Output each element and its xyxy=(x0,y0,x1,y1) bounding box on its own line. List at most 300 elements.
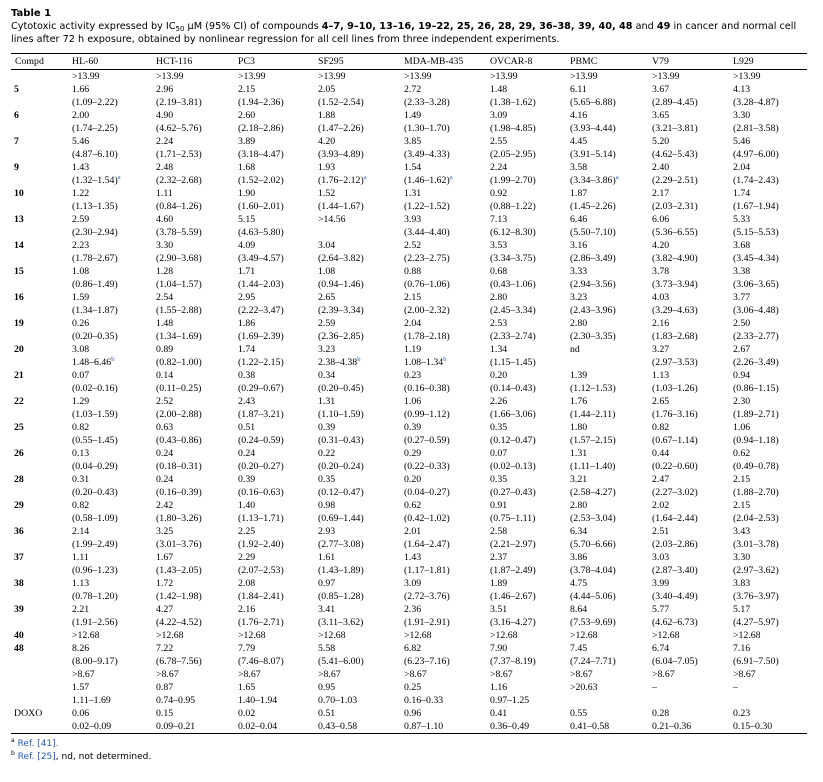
value-cell: (1.78–2.18) xyxy=(404,331,450,342)
value-cell: 1.65 xyxy=(238,682,256,693)
value-cell: 4.20 xyxy=(318,136,336,147)
value-cell: 1.31 xyxy=(318,396,336,407)
value-cell: 5.77 xyxy=(652,604,670,615)
value-cell: (1.22–2.15) xyxy=(238,357,284,368)
value-cell: (1.76–2.71) xyxy=(238,617,284,628)
value-cell: 1.86 xyxy=(238,318,256,329)
value-cell: 0.62 xyxy=(404,500,422,511)
value-cell: 5.33 xyxy=(733,214,751,225)
value-cell: (2.94–3.56) xyxy=(570,279,616,290)
value-cell: (7.37–8.19) xyxy=(490,656,536,667)
value-cell: 0.15–0.30 xyxy=(725,720,807,734)
value-cell: (1.78–2.67) xyxy=(72,253,118,264)
value-cell: (1.46–2.67) xyxy=(490,591,536,602)
value-cell: 1.48 xyxy=(156,318,174,329)
value-cell: (1.30–1.70) xyxy=(404,123,450,134)
value-cell: 4.90 xyxy=(156,110,174,121)
value-cell: 1.13 xyxy=(652,370,670,381)
value-cell: (2.30–3.35) xyxy=(570,331,616,342)
value-cell: 1.74 xyxy=(733,188,751,199)
value-cell: 0.21–0.36 xyxy=(644,720,725,734)
value-cell: (0.94–1.18) xyxy=(733,435,779,446)
value-cell: 4.09 xyxy=(238,240,256,251)
value-cell: 1.59 xyxy=(72,292,90,303)
value-cell: (0.20–0.35) xyxy=(72,331,118,342)
value-cell: 1.11–1.69 xyxy=(72,695,111,706)
value-cell: 3.38 xyxy=(733,266,751,277)
value-cell: (3.01–3.78) xyxy=(733,539,779,550)
value-cell: (2.03–2.31) xyxy=(652,201,698,212)
value-cell: 1.72 xyxy=(156,578,174,589)
value-cell: (5.70–6.66) xyxy=(570,539,616,550)
value-cell: (0.12–0.47) xyxy=(490,435,536,446)
value-cell: (2.87–3.40) xyxy=(652,565,698,576)
value-cell: (3.06–4.48) xyxy=(733,305,779,316)
value-cell: 2.29 xyxy=(238,552,256,563)
header-row xyxy=(11,54,807,70)
table-row xyxy=(11,486,807,499)
compound-cell: 22 xyxy=(14,396,24,407)
value-cell: >12.68 xyxy=(72,630,100,641)
value-cell: 0.95 xyxy=(318,682,336,693)
value-cell: (1.76–3.16) xyxy=(652,409,698,420)
value-cell: 0.22 xyxy=(318,448,336,459)
table-row xyxy=(11,83,807,96)
column-header: MDA-MB-435 xyxy=(396,54,482,70)
compound-cell: 25 xyxy=(14,422,24,433)
compound-cell xyxy=(11,278,64,291)
value-cell: 0.02–0.09 xyxy=(64,720,148,734)
compound-cell xyxy=(11,616,64,629)
value-cell xyxy=(562,356,644,369)
value-cell: 2.08 xyxy=(238,578,256,589)
value-cell: (1.57–2.15) xyxy=(570,435,616,446)
value-cell: 3.58 xyxy=(570,162,588,173)
compound-cell xyxy=(11,200,64,213)
value-cell: 8.64 xyxy=(570,604,588,615)
compound-cell: 6 xyxy=(14,110,19,121)
table-row xyxy=(11,200,807,213)
compound-cell xyxy=(11,122,64,135)
value-cell: (2.86–3.49) xyxy=(570,253,616,264)
table-row xyxy=(11,525,807,538)
value-cell: (0.96–1.23) xyxy=(72,565,118,576)
value-cell: (0.16–0.63) xyxy=(238,487,284,498)
value-cell: (4.62–6.73) xyxy=(652,617,698,628)
value-cell: 3.85 xyxy=(404,136,422,147)
value-cell: (5.41–6.00) xyxy=(318,656,364,667)
value-cell: 0.35 xyxy=(490,422,508,433)
value-cell: (2.07–2.53) xyxy=(238,565,284,576)
value-cell: (2.32–2.68) xyxy=(156,175,202,186)
value-cell: (0.49–0.78) xyxy=(733,461,779,472)
value-cell: 1.57 xyxy=(72,682,90,693)
value-cell: (1.52–2.54) xyxy=(318,97,364,108)
value-cell: >12.68 xyxy=(652,630,680,641)
value-cell: >8.67 xyxy=(156,669,179,680)
value-cell: 0.02 xyxy=(238,708,256,719)
value-cell: 0.34 xyxy=(318,370,336,381)
compound-cell xyxy=(11,694,64,707)
value-cell: 0.41–0.58 xyxy=(562,720,644,734)
table-caption: Cytotoxic activity expressed by $IC_{50}$ μM (95% CI) of compounds 4–7, 9–10, 13–16, 19–22, 25, 26, 28, 29, 36–38, 39, 40, 48 and 49 in cancer and normal cell lines after 72 h exposure, obtained by nonlinear regression for all cell lines from three independent experiments. xyxy=(11,21,797,45)
value-cell: 3.27 xyxy=(652,344,670,355)
value-cell: (1.71–2.53) xyxy=(156,149,202,160)
value-cell: 0.94 xyxy=(733,370,751,381)
value-cell: (0.76–1.06) xyxy=(404,279,450,290)
value-cell: 2.04 xyxy=(404,318,422,329)
value-cell: (2.97–3.53) xyxy=(652,357,698,368)
value-cell: (5.36–6.55) xyxy=(652,227,698,238)
compound-cell: 29 xyxy=(14,500,24,511)
value-cell: (2.27–3.02) xyxy=(652,487,698,498)
table-row xyxy=(11,213,807,226)
value-cell: 2.24 xyxy=(490,162,508,173)
value-cell: 0.97 xyxy=(318,578,336,589)
compound-cell xyxy=(11,512,64,525)
value-cell: 2.23 xyxy=(72,240,90,251)
value-cell: (0.11–0.25) xyxy=(156,383,202,394)
value-cell: (0.88–1.22) xyxy=(490,201,536,212)
value-cell: (1.94–2.36) xyxy=(238,97,284,108)
value-cell: 3.67 xyxy=(652,84,670,95)
value-cell: 1.49 xyxy=(404,110,422,121)
compound-cell xyxy=(11,174,64,187)
value-cell: 5.15 xyxy=(238,214,256,225)
table-row xyxy=(11,642,807,655)
value-cell: (7.24–7.71) xyxy=(570,656,616,667)
value-cell: 6.34 xyxy=(570,526,588,537)
value-cell: 0.29 xyxy=(404,448,422,459)
column-header: PC3 xyxy=(230,54,310,70)
value-cell: (0.43–0.86) xyxy=(156,435,202,446)
value-cell: 1.80 xyxy=(570,422,588,433)
value-cell: 3.89 xyxy=(238,136,256,147)
value-cell: >12.68 xyxy=(404,630,432,641)
value-cell: (1.91–2.56) xyxy=(72,617,118,628)
value-cell: 4.03 xyxy=(652,292,670,303)
value-cell: 0.15 xyxy=(156,708,174,719)
value-cell: (0.55–1.45) xyxy=(72,435,118,446)
value-cell: 0.36–0.49 xyxy=(482,720,562,734)
compound-cell xyxy=(11,681,64,694)
table-row xyxy=(11,278,807,291)
value-cell: 2.15 xyxy=(238,84,256,95)
value-cell: (1.83–2.68) xyxy=(652,331,698,342)
footnote: $^b$ Ref. [25], nd, not determined. xyxy=(11,750,152,762)
value-cell: 2.51 xyxy=(652,526,670,537)
value-cell: 2.40 xyxy=(652,162,670,173)
value-cell xyxy=(562,694,644,707)
value-cell: 2.05 xyxy=(318,84,336,95)
value-cell: 1.28 xyxy=(156,266,174,277)
value-cell: 3.53 xyxy=(490,240,508,251)
table-row xyxy=(11,330,807,343)
value-cell: >13.99 xyxy=(72,71,100,82)
value-cell: (2.33–2.74) xyxy=(490,331,536,342)
value-cell: (6.91–7.50) xyxy=(733,656,779,667)
value-cell: 2.15 xyxy=(733,500,751,511)
value-cell: 7.22 xyxy=(156,643,174,654)
footnote-mark: b xyxy=(357,356,361,363)
value-cell: >8.67 xyxy=(570,669,593,680)
value-cell: (2.00–2.32) xyxy=(404,305,450,316)
value-cell: >8.67 xyxy=(490,669,513,680)
value-cell: 1.76 xyxy=(570,396,588,407)
value-cell: 2.43 xyxy=(238,396,256,407)
value-cell xyxy=(310,226,396,239)
compound-cell xyxy=(11,720,64,734)
value-cell: (0.16–0.38) xyxy=(404,383,450,394)
value-cell: 3.99 xyxy=(652,578,670,589)
table-row xyxy=(11,317,807,330)
table-row xyxy=(11,135,807,148)
value-cell: (1.98–4.85) xyxy=(490,123,536,134)
value-cell: (0.84–1.26) xyxy=(156,201,202,212)
value-cell: (3.76–3.97) xyxy=(733,591,779,602)
value-cell: 1.74 xyxy=(238,344,256,355)
footnote-mark: a xyxy=(363,174,367,181)
table-row xyxy=(11,148,807,161)
value-cell: 1.68 xyxy=(238,162,256,173)
reference-link[interactable]: Ref. [41]. xyxy=(17,739,59,749)
value-cell: 2.80 xyxy=(570,318,588,329)
value-cell: (2.45–3.34) xyxy=(490,305,536,316)
value-cell: (3.34–3.75) xyxy=(490,253,536,264)
value-cell: (1.22–1.52) xyxy=(404,201,450,212)
value-cell: 2.52 xyxy=(156,396,174,407)
compound-cell: 40 xyxy=(14,630,24,641)
value-cell: 3.09 xyxy=(490,110,508,121)
value-cell: (1.34–1.87) xyxy=(72,305,118,316)
compound-cell: 19 xyxy=(14,318,24,329)
value-cell: 1.52 xyxy=(318,188,336,199)
value-cell: (0.69–1.44) xyxy=(318,513,364,524)
value-cell: 2.15 xyxy=(733,474,751,485)
value-cell: (3.01–3.76) xyxy=(156,539,202,550)
value-cell: 1.67 xyxy=(156,552,174,563)
value-cell: (3.78–5.59) xyxy=(156,227,202,238)
value-cell: >14.56 xyxy=(318,214,346,225)
value-cell: 0.07 xyxy=(72,370,90,381)
value-cell: (4.63–5.80) xyxy=(238,227,284,238)
value-cell: 0.44 xyxy=(652,448,670,459)
value-cell: 2.48 xyxy=(156,162,174,173)
value-cell: >8.67 xyxy=(404,669,427,680)
value-cell: >12.68 xyxy=(238,630,266,641)
value-cell: 1.31 xyxy=(570,448,588,459)
value-cell: (3.45–4.34) xyxy=(733,253,779,264)
footnote-mark: a xyxy=(615,174,619,181)
value-cell: 7.16 xyxy=(733,643,751,654)
table-body xyxy=(11,70,807,734)
cytotoxicity-table xyxy=(11,53,807,734)
value-cell: (0.58–1.09) xyxy=(72,513,118,524)
compound-cell xyxy=(11,655,64,668)
value-cell: (1.99–2.49) xyxy=(72,539,118,550)
value-cell: 2.72 xyxy=(404,84,422,95)
value-cell: 1.89 xyxy=(490,578,508,589)
value-cell: (2.30–2.94) xyxy=(72,227,118,238)
value-cell: (0.85–1.28) xyxy=(318,591,364,602)
value-cell: (3.11–3.62) xyxy=(318,617,364,628)
value-cell: (1.80–3.26) xyxy=(156,513,202,524)
value-cell: (4.97–6.00) xyxy=(733,149,779,160)
table-row xyxy=(11,239,807,252)
value-cell: 0.14 xyxy=(156,370,174,381)
value-cell: (1.64–2.44) xyxy=(652,513,698,524)
value-cell: (2.53–3.04) xyxy=(570,513,616,524)
value-cell: >8.67 xyxy=(733,669,756,680)
value-cell: 3.68 xyxy=(733,240,751,251)
compound-cell: 48 xyxy=(14,643,24,654)
compound-cell: 7 xyxy=(14,136,19,147)
value-cell: (3.49–4.33) xyxy=(404,149,450,160)
value-cell: 3.77 xyxy=(733,292,751,303)
value-cell: (1.92–2.40) xyxy=(238,539,284,550)
value-cell: >8.67 xyxy=(72,669,95,680)
value-cell: (1.04–1.57) xyxy=(156,279,202,290)
value-cell: (0.86–1.49) xyxy=(72,279,118,290)
value-cell: 3.03 xyxy=(652,552,670,563)
value-cell: >13.99 xyxy=(404,71,432,82)
value-cell: 1.90 xyxy=(238,188,256,199)
reference-link[interactable]: Ref. [25] xyxy=(17,752,56,762)
table-row xyxy=(11,538,807,551)
table-row xyxy=(11,629,807,642)
value-cell: 0.23 xyxy=(404,370,422,381)
value-cell: 0.13 xyxy=(72,448,90,459)
value-cell: 2.65 xyxy=(318,292,336,303)
value-cell: (0.20–0.27) xyxy=(238,461,284,472)
value-cell: 1.06 xyxy=(404,396,422,407)
value-cell: 1.08–1.34$^b$ xyxy=(404,356,447,368)
value-cell: (3.93–4.89) xyxy=(318,149,364,160)
value-cell: $(1.32-1.54)^a$ xyxy=(72,174,121,186)
table-row xyxy=(11,499,807,512)
compound-cell: 39 xyxy=(14,604,24,615)
footnote-mark: a xyxy=(117,174,121,181)
value-cell: (4.27–5.97) xyxy=(733,617,779,628)
value-cell: 0.20 xyxy=(490,370,508,381)
compound-cell: 28 xyxy=(14,474,24,485)
compound-cell: 21 xyxy=(14,370,24,381)
value-cell: (5.50–7.10) xyxy=(570,227,616,238)
value-cell: 2.00 xyxy=(72,110,90,121)
value-cell: 0.39 xyxy=(404,422,422,433)
compound-cell xyxy=(11,434,64,447)
value-cell: 2.53 xyxy=(490,318,508,329)
value-cell: 0.39 xyxy=(238,474,256,485)
value-cell: 0.28 xyxy=(652,708,670,719)
value-cell: >12.68 xyxy=(733,630,761,641)
value-cell: (1.87–2.49) xyxy=(490,565,536,576)
value-cell: 2.50 xyxy=(733,318,751,329)
value-cell: 0.06 xyxy=(72,708,90,719)
compound-cell xyxy=(11,226,64,239)
table-row xyxy=(11,473,807,486)
compound-cell: 26 xyxy=(14,448,24,459)
compound-cell xyxy=(11,538,64,551)
value-cell: 3.25 xyxy=(156,526,174,537)
value-cell: 2.17 xyxy=(652,188,670,199)
value-cell: 2.47 xyxy=(652,474,670,485)
table-label: Table 1 xyxy=(11,8,52,19)
value-cell: (0.75–1.11) xyxy=(490,513,536,524)
value-cell: 0.87 xyxy=(156,682,174,693)
value-cell: (2.36–2.85) xyxy=(318,331,364,342)
value-cell: 3.23 xyxy=(318,344,336,355)
value-cell: 1.48 xyxy=(490,84,508,95)
value-cell: (1.13–1.35) xyxy=(72,201,118,212)
value-cell: 0.02–0.04 xyxy=(230,720,310,734)
value-cell: (1.44–2.03) xyxy=(238,279,284,290)
value-cell: 6.11 xyxy=(570,84,587,95)
value-cell: 0.51 xyxy=(318,708,336,719)
value-cell: 0.51 xyxy=(238,422,256,433)
value-cell: (1.89–2.71) xyxy=(733,409,779,420)
value-cell: (2.05–2.95) xyxy=(490,149,536,160)
value-cell: >13.99 xyxy=(570,71,598,82)
value-cell: 4.45 xyxy=(570,136,588,147)
value-cell: 0.24 xyxy=(156,448,174,459)
value-cell: (1.47–2.26) xyxy=(318,123,364,134)
compound-cell xyxy=(11,408,64,421)
column-header: SF295 xyxy=(310,54,396,70)
compound-cell xyxy=(11,486,64,499)
value-cell: 7.90 xyxy=(490,643,508,654)
value-cell: (0.31–0.43) xyxy=(318,435,364,446)
value-cell: 1.93 xyxy=(318,162,336,173)
value-cell: 2.42 xyxy=(156,500,174,511)
value-cell: (2.64–3.82) xyxy=(318,253,364,264)
value-cell: (0.22–0.60) xyxy=(652,461,698,472)
value-cell xyxy=(644,694,725,707)
value-cell: 6.74 xyxy=(652,643,670,654)
value-cell: (3.82–4.90) xyxy=(652,253,698,264)
value-cell: (4.62–5.76) xyxy=(156,123,202,134)
value-cell: 1.13 xyxy=(72,578,90,589)
value-cell xyxy=(725,694,807,707)
compound-cell: 5 xyxy=(14,84,19,95)
value-cell: (0.04–0.27) xyxy=(404,487,450,498)
value-cell: 4.16 xyxy=(570,110,588,121)
value-cell: (0.04–0.29) xyxy=(72,461,118,472)
value-cell: 2.60 xyxy=(238,110,256,121)
value-cell: (0.12–0.47) xyxy=(318,487,364,498)
table-row xyxy=(11,655,807,668)
value-cell: 3.21 xyxy=(570,474,588,485)
value-cell: 3.78 xyxy=(652,266,670,277)
value-cell: (0.94–1.46) xyxy=(318,279,364,290)
value-cell: – xyxy=(652,682,657,693)
table-row xyxy=(11,512,807,525)
table-row xyxy=(11,356,807,369)
value-cell: 7.45 xyxy=(570,643,588,654)
table-row xyxy=(11,265,807,278)
value-cell: >8.67 xyxy=(318,669,341,680)
value-cell: (1.74–2.43) xyxy=(733,175,779,186)
value-cell: (4.87–6.10) xyxy=(72,149,118,160)
compound-cell: 38 xyxy=(14,578,24,589)
column-header: L929 xyxy=(725,54,807,70)
value-cell: 7.79 xyxy=(238,643,256,654)
value-cell: 0.43–0.58 xyxy=(310,720,396,734)
value-cell: (0.02–0.13) xyxy=(490,461,536,472)
value-cell: (0.27–0.43) xyxy=(490,487,536,498)
value-cell: 2.01 xyxy=(404,526,422,537)
table-row xyxy=(11,421,807,434)
